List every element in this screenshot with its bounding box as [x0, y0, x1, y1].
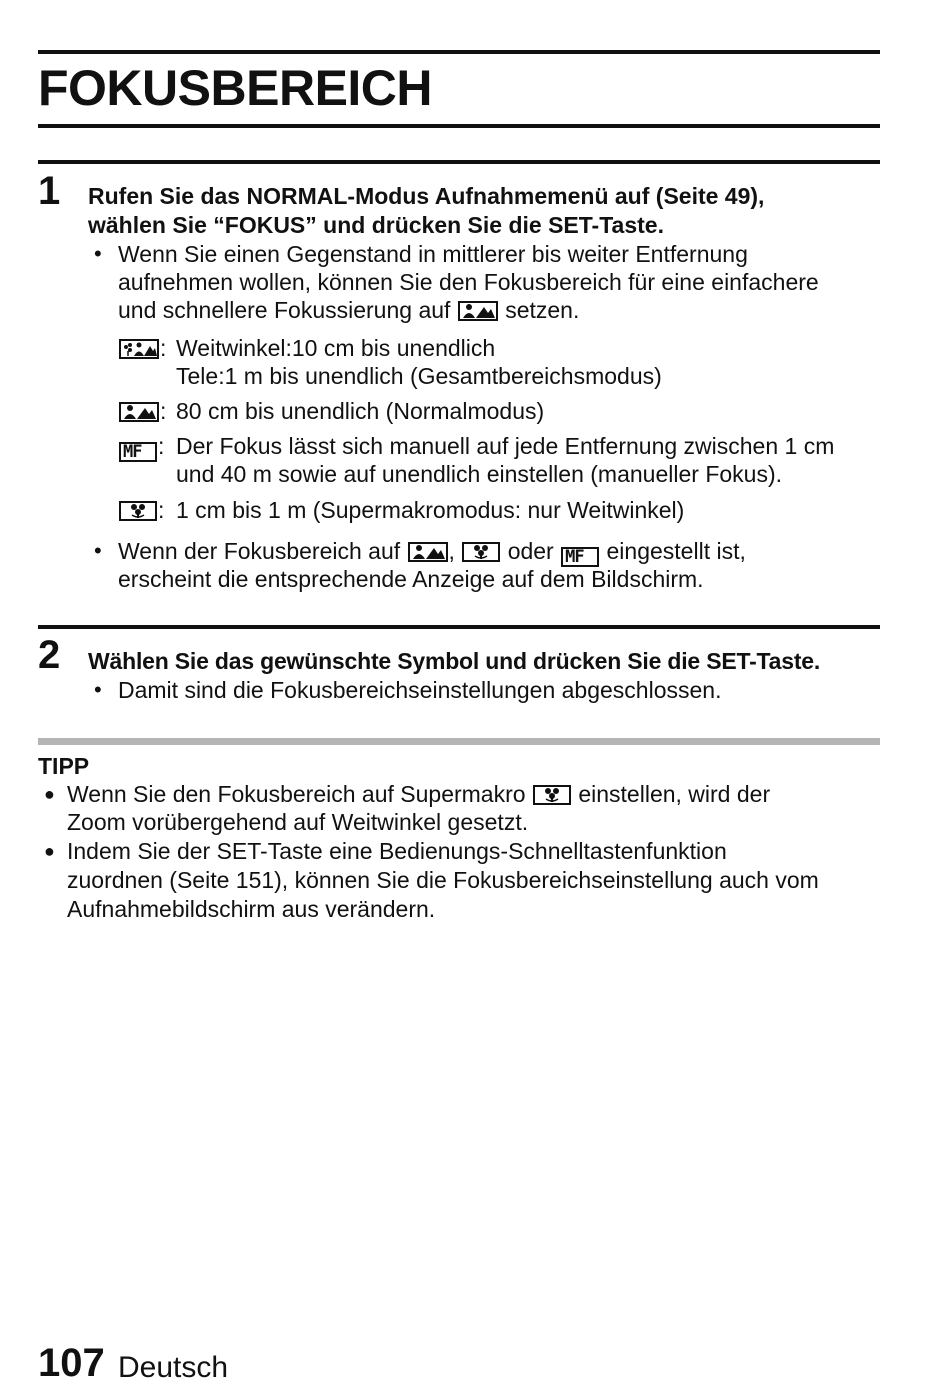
step2-bullet: Damit sind die Fokusbereichseinstellungen abgeschlossen.	[118, 677, 722, 703]
step1-bullet2-line1	[118, 537, 746, 567]
step1-bullet2-separator: ,	[448, 538, 455, 564]
option-manual	[118, 432, 164, 462]
page-language: Deutsch	[118, 1351, 229, 1384]
step1-rule	[38, 160, 880, 164]
option-full-range	[118, 334, 166, 362]
option-colon: :	[158, 433, 165, 459]
step1-bullet2-text-b: eingestellt ist,	[606, 538, 746, 564]
option-normal-text: 80 cm bis unendlich (Normalmodus)	[176, 398, 545, 424]
step1-instruction-line2: wählen Sie “FOKUS” und drücken Sie die SET-Taste.	[88, 212, 664, 238]
tipp-item1-line2: Zoom vorübergehend auf Weitwinkel gesetzt.	[67, 809, 529, 835]
macro-focus-icon	[533, 785, 571, 805]
option-normal	[118, 397, 166, 425]
step2-instruction: Wählen Sie das gewünschte Symbol und drücken Sie die SET-Taste.	[88, 648, 821, 674]
macro-focus-icon	[462, 542, 500, 562]
step1-bullet2-or: oder	[507, 538, 554, 564]
tipp-rule	[38, 738, 880, 745]
title-rule-top	[38, 50, 880, 54]
step1-bullet2-text-a: Wenn der Fokusbereich auf	[118, 538, 401, 564]
manual-focus-icon	[119, 442, 157, 462]
bullet-marker: •	[94, 538, 102, 563]
option-macro	[118, 496, 164, 524]
step1-bullet1-line3	[118, 296, 579, 324]
title-rule-bottom	[38, 124, 880, 128]
normal-focus-icon	[458, 301, 498, 321]
page-number: 107	[38, 1341, 105, 1385]
step1-instruction-line1: Rufen Sie das NORMAL-Modus Aufnahmemenü auf (Seite 49),	[88, 183, 765, 209]
full-range-focus-icon	[119, 339, 159, 359]
step2-number: 2	[38, 633, 61, 677]
option-manual-line1: Der Fokus lässt sich manuell auf jede Entfernung zwischen 1 cm	[176, 433, 835, 459]
tipp-bullet-marker: ●	[44, 784, 55, 804]
option-full-range-line2: Tele:1 m bis unendlich (Gesamtbereichsmodus)	[176, 363, 662, 389]
tipp-item2-line3: Aufnahmebildschirm aus verändern.	[67, 896, 436, 922]
page-title: FOKUSBEREICH	[38, 60, 433, 116]
option-colon: :	[160, 398, 167, 424]
normal-focus-icon	[408, 542, 448, 562]
tipp-item2-line1: Indem Sie der SET-Taste eine Bedienungs-Schnelltastenfunktion	[67, 838, 727, 864]
normal-focus-icon	[119, 402, 159, 422]
step1-bullet2-line2: erscheint die entsprechende Anzeige auf dem Bildschirm.	[118, 566, 704, 592]
tipp-item2-line2: zuordnen (Seite 151), können Sie die Fokusbereichseinstellung auch vom	[67, 867, 819, 893]
step1-bullet1-line3-text-a: und schnellere Fokussierung auf	[118, 297, 451, 323]
tipp-item1-text-b: einstellen, wird der	[578, 781, 771, 807]
option-colon: :	[158, 497, 165, 523]
tipp-item1-line1	[67, 780, 770, 808]
option-colon: :	[160, 335, 167, 361]
step1-number: 1	[38, 169, 61, 213]
mf-label: MF	[565, 547, 584, 567]
bullet-marker: •	[94, 677, 102, 702]
step1-bullet1-line2: aufnehmen wollen, können Sie den Fokusbereich für eine einfachere	[118, 269, 819, 295]
manual-focus-icon	[561, 547, 599, 567]
step2-rule	[38, 625, 880, 629]
tipp-label: TIPP	[38, 753, 90, 779]
option-macro-text: 1 cm bis 1 m (Supermakromodus: nur Weitwinkel)	[176, 497, 685, 523]
option-manual-line2: und 40 m sowie auf unendlich einstellen (manueller Fokus).	[176, 461, 782, 487]
bullet-marker: •	[94, 241, 102, 266]
step1-bullet1-line3-text-b: setzen.	[505, 297, 580, 323]
tipp-bullet-marker: ●	[44, 841, 55, 861]
step1-bullet1-line1: Wenn Sie einen Gegenstand in mittlerer bis weiter Entfernung	[118, 241, 748, 267]
tipp-item1-text-a: Wenn Sie den Fokusbereich auf Supermakro	[67, 781, 526, 807]
macro-focus-icon	[119, 501, 157, 521]
mf-label: MF	[123, 442, 142, 462]
option-full-range-line1: Weitwinkel:10 cm bis unendlich	[176, 335, 496, 361]
